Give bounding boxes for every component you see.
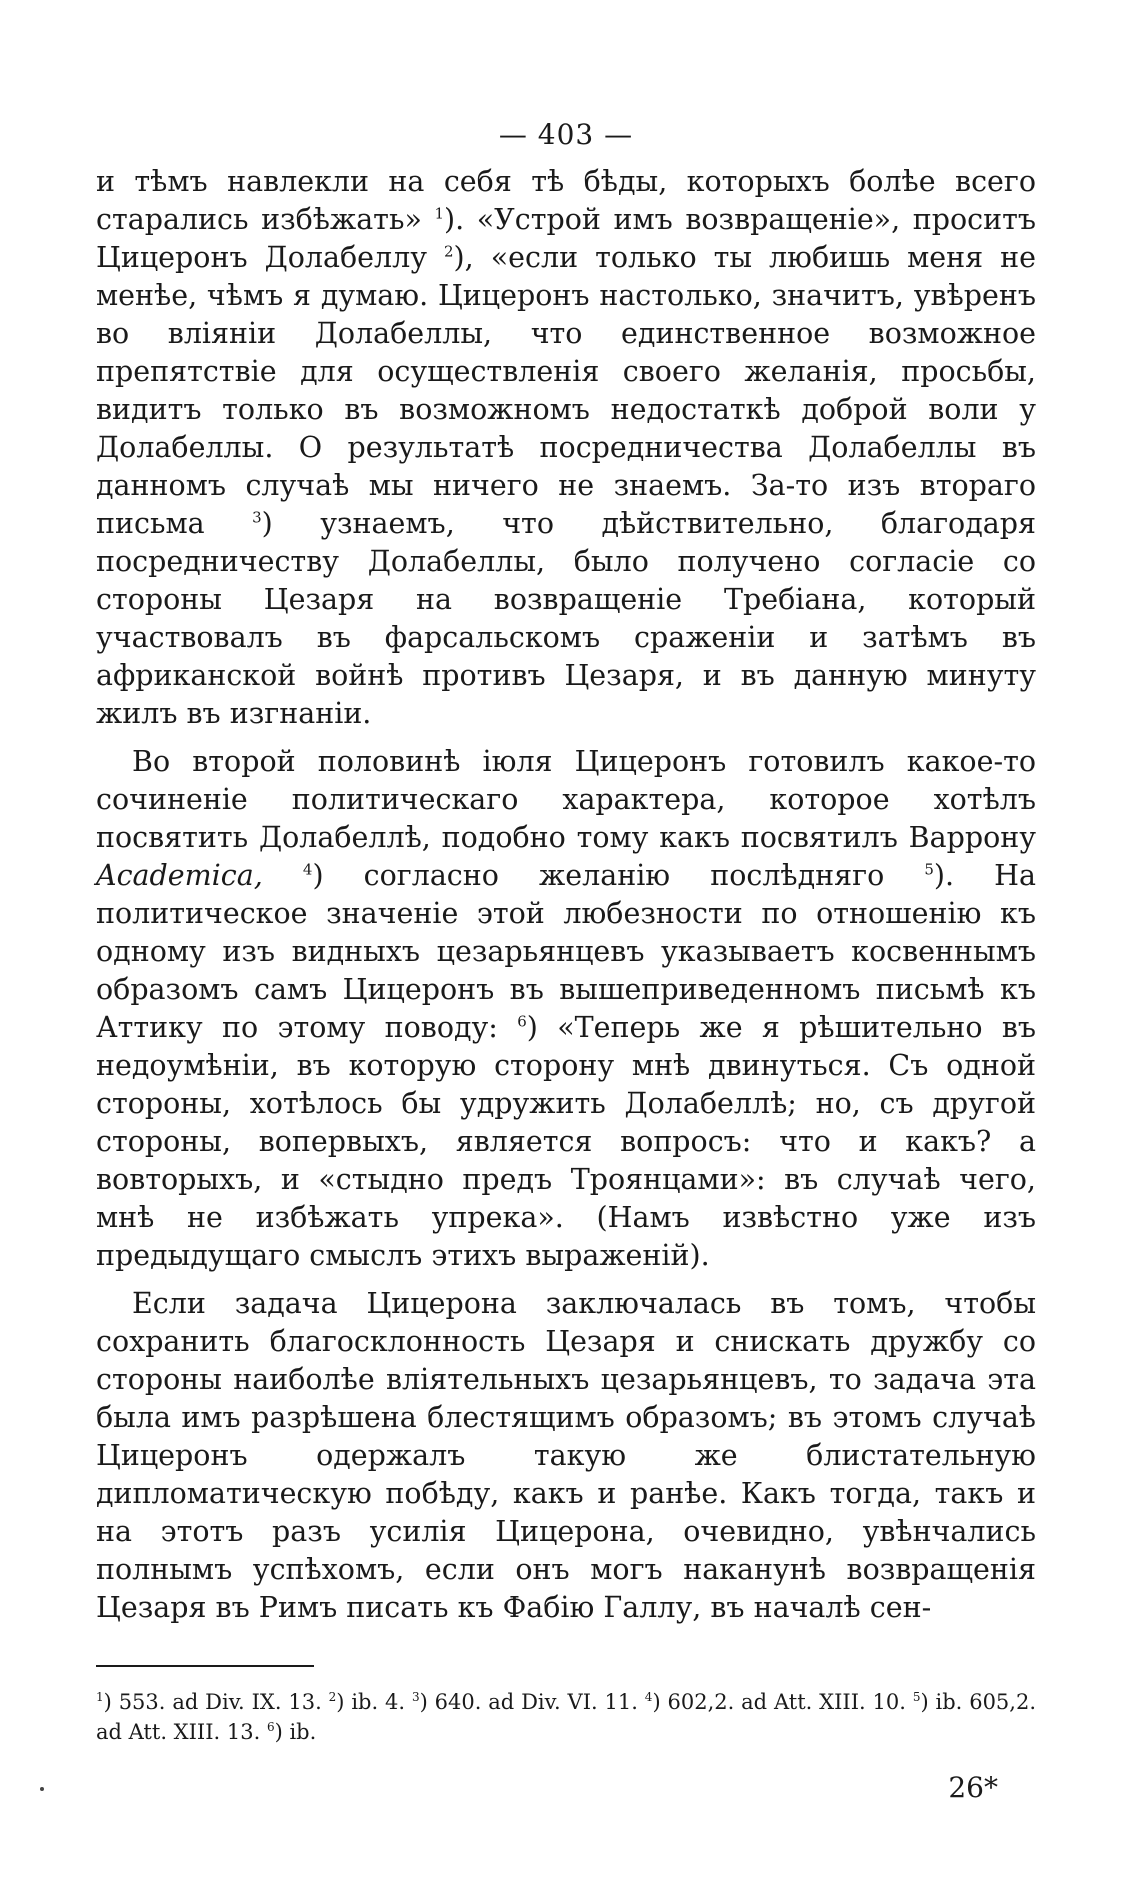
paragraph-text: ). «Устрой имъ возвращеніе», проситъ Цицеронъ Долабеллу [96, 203, 1036, 274]
paragraph-text [263, 859, 303, 892]
page-number: — 403 — [498, 118, 634, 151]
footnote-entry [96, 1690, 329, 1714]
footnote-text: ) 640. ad Div. VI. 11. [419, 1690, 645, 1714]
footnote-reference: 3 [252, 508, 262, 527]
footnote-entry [267, 1720, 316, 1744]
footnote-mark: 3 [411, 1690, 420, 1704]
footnote-mark: 1 [96, 1690, 104, 1704]
footnote-text: ) ib. 4. [336, 1690, 412, 1714]
footnote-reference: 2 [444, 242, 454, 261]
paragraph-1 [96, 163, 1036, 733]
paragraph-3 [96, 1285, 1036, 1627]
footnote-mark: 2 [328, 1690, 337, 1704]
footnote-mark: 6 [266, 1720, 275, 1734]
footnote-reference: 5 [924, 860, 934, 879]
footnote-entry [329, 1690, 412, 1714]
paragraph-2 [96, 743, 1036, 1275]
footnote-reference: 6 [517, 1012, 527, 1031]
footnote-mark: 4 [644, 1690, 653, 1704]
paragraph-text: ) узнаемъ, что дѣйствительно, благодаря посредничеству Долабеллы, было получено согласіе со стороны Цезаря на возвращеніе Требіана, который участвовалъ въ фарсальскомъ сраженіи и затѣмъ въ африканской войнѣ противъ Цезаря, и въ данную минуту жилъ въ изгнаніи. [96, 507, 1036, 730]
footnote-entry [645, 1690, 913, 1714]
footnote-text: ) ib. 605,2. ad Att. XIII. 13. [96, 1690, 1036, 1744]
footnote-text: ) 553. ad Div. IX. 13. [103, 1690, 329, 1714]
footnotes [96, 1687, 1036, 1747]
page [96, 118, 1036, 1804]
paragraph-text: и тѣмъ навлекли на себя тѣ бѣды, которыхъ болѣе всего старались избѣжать» [96, 165, 1036, 236]
paragraph-text: Если задача Цицерона заключалась въ томъ, чтобы сохранить благосклонность Цезаря и снискать дружбу со стороны наиболѣе вліятельныхъ цезарьянцевъ, то задача эта была имъ разрѣшена блестящимъ образомъ; въ этомъ случаѣ Цицеронъ одержалъ такую же блистательную дипломатическую побѣду, какъ и ранѣе. Какъ тогда, такъ и на этотъ разъ усилія Цицерона, очевидно, увѣнчались полнымъ успѣхомъ, если онъ могъ наканунѣ возвращенія Цезаря въ Римъ писать къ Фабію Галлу, въ началѣ сен- [96, 1287, 1036, 1624]
signature-mark: 26* [948, 1771, 998, 1804]
footnote-mark: 5 [912, 1690, 921, 1704]
footnote-text: ) 602,2. ad Att. XIII. 10. [652, 1690, 913, 1714]
footnote-divider [96, 1665, 314, 1667]
paragraph-text: Во второй половинѣ іюля Цицеронъ готовилъ какое-то сочиненіе политическаго характера, которое хотѣлъ посвятить Долабеллѣ, подобно тому какъ посвятилъ Варрону [96, 745, 1036, 854]
italic-title: Academica, [96, 859, 263, 892]
paragraph-text: ) «Теперь же я рѣшительно въ недоумѣніи, въ которую сторону мнѣ двинуться. Съ одной стороны, хотѣлось бы удружить Долабеллѣ; но, съ другой стороны, вопервыхъ, является вопросъ: что и какъ? а вовторыхъ, и «стыдно предъ Троянцами»: въ случаѣ чего, мнѣ не избѣжать упрека». (Намъ извѣстно уже изъ предыдущаго смыслъ этихъ выраженій). [96, 1011, 1037, 1272]
print-speck [40, 1787, 44, 1791]
paragraph-text: ), «если только ты любишь меня не менѣе, чѣмъ я думаю. Цицеронъ настолько, значитъ, увѣренъ во вліяніи Долабеллы, что единственное возможное препятствіе для осуществленія своего желанія, просьбы, видитъ только въ возможномъ недостаткѣ доброй воли у Долабеллы. О результатѣ посредничества Долабеллы въ данномъ случаѣ мы ничего не знаемъ. За-то изъ втораго письма [96, 241, 1036, 540]
body-text [96, 163, 1036, 1627]
footnote-reference: 4 [302, 860, 313, 879]
footnote-reference: 1 [434, 204, 445, 223]
footnote-text: ) ib. [274, 1720, 317, 1744]
paragraph-text: ). На политическое значеніе этой любезности по отношенію къ одному изъ видныхъ цезарьянцевъ указываетъ косвеннымъ образомъ самъ Цицеронъ въ вышеприведенномъ письмѣ къ Аттику по этому поводу: [96, 859, 1036, 1044]
footnote-entry [412, 1690, 645, 1714]
paragraph-text: ) согласно желанію послѣдняго [312, 859, 925, 892]
